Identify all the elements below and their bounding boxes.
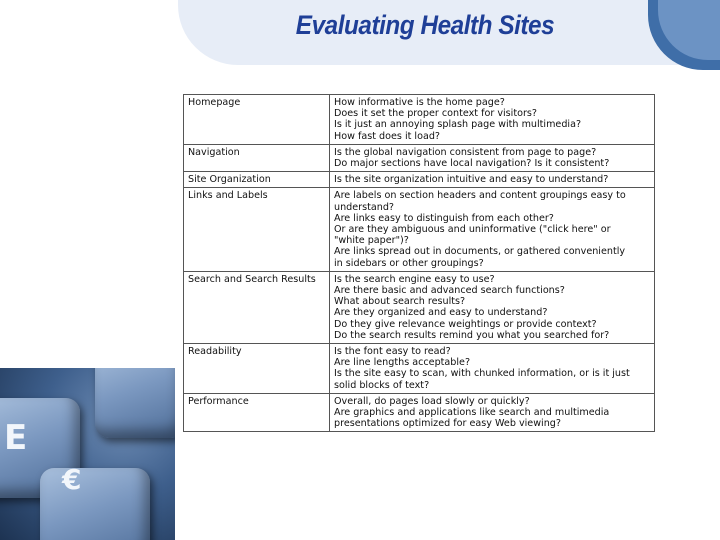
evaluation-table — [183, 94, 655, 432]
question-line: solid blocks of text? — [334, 379, 430, 391]
question-line: "white paper")? — [334, 235, 409, 247]
row-topic: Performance — [184, 393, 330, 432]
question-line: Is the site organization intuitive and easy to understand? — [334, 174, 609, 186]
question-line: understand? — [334, 201, 394, 213]
row-questions — [330, 188, 655, 271]
evaluation-table-container — [183, 94, 655, 471]
question-line: How fast does it load? — [334, 130, 441, 142]
table-row — [184, 95, 655, 145]
question-line: Are graphics and applications like search and multimedia — [334, 407, 610, 419]
question-line: Do the search results remind you what you searched for? — [334, 329, 610, 341]
question-line: in sidebars or other groupings? — [334, 257, 484, 269]
question-line: Are links easy to distinguish from each other? — [334, 212, 554, 224]
question-line: How informative is the home page? — [334, 97, 505, 108]
row-topic: Site Organization — [184, 172, 330, 188]
keyboard-photo — [0, 368, 175, 540]
table-row — [184, 344, 655, 394]
table-row — [184, 172, 655, 188]
row-questions — [330, 144, 655, 171]
table-row — [184, 393, 655, 432]
keyboard-key — [40, 468, 150, 540]
row-topic: Links and Labels — [184, 188, 330, 271]
table-row — [184, 271, 655, 343]
row-topic: Readability — [184, 344, 330, 394]
question-line: Do major sections have local navigation? Is it consistent? — [334, 158, 610, 170]
key-letter-e: E — [4, 418, 28, 458]
question-line: presentations optimized for easy Web viewing? — [334, 418, 561, 430]
keyboard-key — [95, 368, 175, 438]
question-line: Do they give relevance weightings or provide context? — [334, 318, 597, 330]
question-line: Are links spread out in documents, or gathered conveniently — [334, 246, 626, 258]
question-line: Are labels on section headers and content groupings easy to — [334, 190, 626, 202]
row-topic: Homepage — [184, 95, 330, 145]
key-euro-symbol: € — [62, 463, 82, 496]
question-line: Are they organized and easy to understand? — [334, 307, 548, 319]
row-topic: Navigation — [184, 144, 330, 171]
question-line: Is it just an annoying splash page with multimedia? — [334, 119, 582, 131]
row-topic: Search and Search Results — [184, 271, 330, 343]
question-line: Is the search engine easy to use? — [334, 273, 495, 285]
question-line: Overall, do pages load slowly or quickly? — [334, 395, 530, 407]
question-line: What about search results? — [334, 296, 466, 308]
question-line: Are line lengths acceptable? — [334, 357, 471, 369]
table-row — [184, 188, 655, 271]
question-line: Does it set the proper context for visitors? — [334, 108, 537, 120]
question-line: Or are they ambiguous and uninformative ("click here" or — [334, 224, 611, 236]
row-questions — [330, 95, 655, 145]
question-line: Is the font easy to read? — [334, 346, 451, 358]
row-questions — [330, 393, 655, 432]
row-questions — [330, 172, 655, 188]
table-row — [184, 144, 655, 171]
slide-title: Evaluating Health Sites — [295, 10, 555, 40]
question-line: Is the site easy to scan, with chunked information, or is it just — [334, 368, 630, 380]
row-questions — [330, 271, 655, 343]
row-questions — [330, 344, 655, 394]
question-line: Are there basic and advanced search functions? — [334, 285, 565, 297]
question-line: Is the global navigation consistent from page to page? — [334, 146, 597, 158]
